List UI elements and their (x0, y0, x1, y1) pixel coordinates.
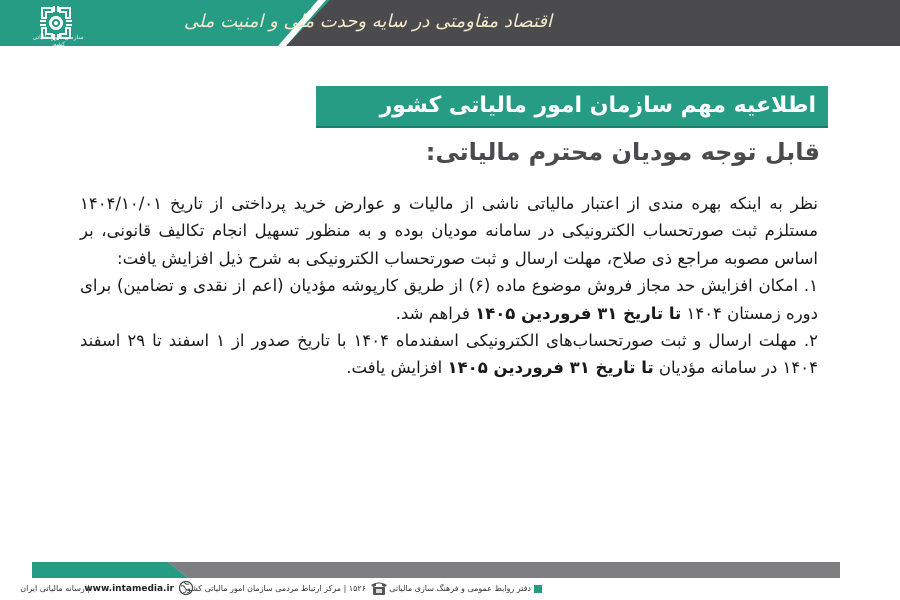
footer-call-center-text: ۱۵۲۶ | مرکز ارتباط مردمی سازمان امور مالیاتی کشور (183, 584, 366, 593)
footer-media (20, 580, 90, 598)
item-2-text: ۲. مهلت ارسال و ثبت صورتحساب‌های الکترونیکی اسفندماه ۱۴۰۴ با تاریخ صدور از ۱ اسفند تا ۲۹ اسفند ۱۴۰۴ در سامانه مؤدیان (80, 331, 818, 378)
item-2-text-end: افزایش یافت. (346, 358, 448, 378)
announcement-title: اطلاعیه مهم سازمان امور مالیاتی کشور (379, 93, 816, 118)
announcement-body (80, 190, 818, 382)
header-slogan: اقتصاد مقاومتی در سایه وحدت ملی و امنیت ملی (183, 11, 552, 32)
phone-icon (370, 580, 388, 596)
item-1-deadline: تا تاریخ ۳۱ فروردین ۱۴۰۵ (475, 303, 682, 323)
footer-call-center (183, 580, 366, 598)
globe-icon (178, 580, 194, 596)
footer-gray-band (168, 562, 840, 578)
footer-office (389, 580, 542, 598)
footer (0, 580, 900, 598)
item-1-text-end: فراهم شد. (395, 303, 476, 323)
item-2-deadline: تا تاریخ ۳۱ فروردین ۱۴۰۵ (447, 358, 654, 378)
announcement-title-bar (316, 86, 828, 128)
footer-office-text: دفتر روابط عمومی و فرهنگ سازی مالیاتی (389, 584, 531, 593)
website-link[interactable]: www.intamedia.ir (84, 584, 174, 594)
header-banner (0, 0, 900, 46)
item-1 (80, 272, 818, 327)
footer-website[interactable] (84, 580, 174, 598)
item-2 (80, 327, 818, 382)
square-bullet-icon (534, 585, 542, 593)
announcement-subtitle: قابل توجه مودیان محترم مالیاتی: (425, 138, 820, 166)
footer-media-text: | رسانه مالیاتی ایران (20, 584, 90, 593)
intro-paragraph: نظر به اینکه بهره مندی از اعتبار مالیاتی ناشی از مالیات و عوارض خرید پرداختی از تاریخ ۱۴۰۴/۱۰/۰۱ مستلزم ثبت صورتحساب الکترونیکی در سامانه مودیان بوده و به منظور تسهیل انجام تکالیف قانونی، بر اساس مصوبه مراجع ذی صلاح، مهلت ارسال و ثبت صورتحساب الکترونیکی به شرح ذیل افزایش یافت: (80, 194, 818, 268)
logo-caption: سازمان امور مالیاتی کشور (32, 34, 84, 48)
item-1-text: ۱. امکان افزایش حد مجاز فروش موضوع ماده (۶) از طریق کارپوشه مؤدیان (اعم از نقدی و تضامین) برای دوره زمستان ۱۴۰۴ (80, 276, 819, 323)
footer-green-band (32, 562, 188, 578)
